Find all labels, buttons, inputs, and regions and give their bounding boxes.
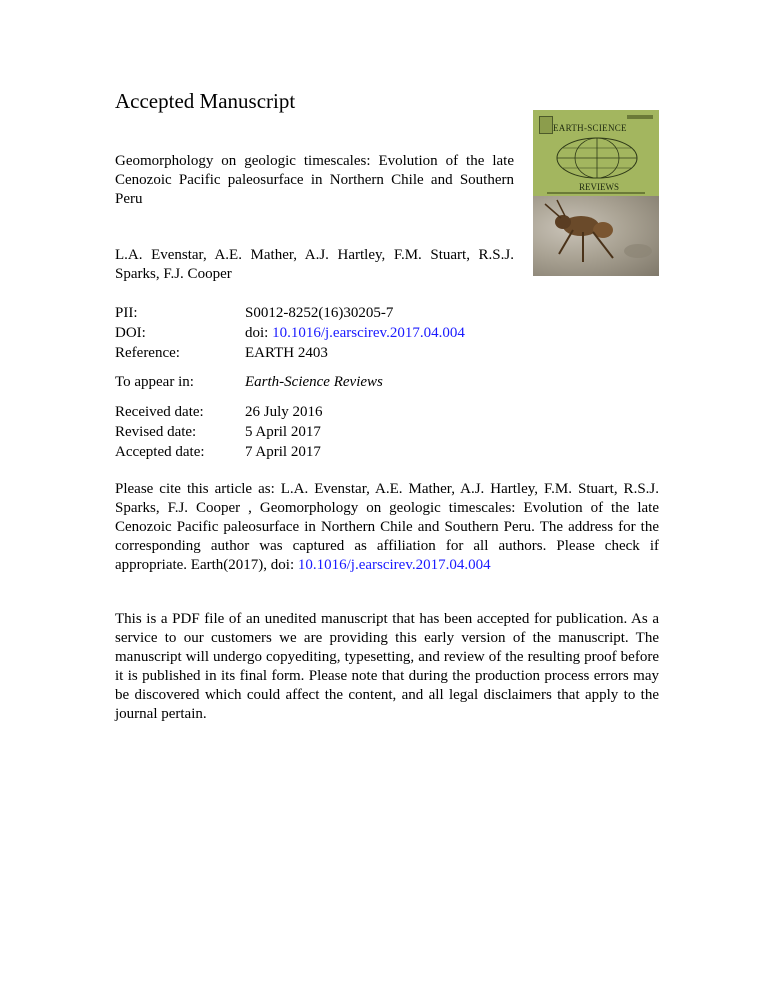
author-list: L.A. Evenstar, A.E. Mather, A.J. Hartley, F.M. Stuart, R.S.J. Sparks, F.J. Cooper: [115, 247, 514, 282]
citation-text: Please cite this article as: L.A. Evenstar, A.E. Mather, A.J. Hartley, F.M. Stuart, R.S.J. Sparks, F.J. Cooper , Geomorphology on geologic timescales: Evolution of the late Cenozoic Pacific paleosurface in Northern Chile and Southern Peru. The address for the corresponding author was captured as affiliation for all authors. Please check if appropriate. Earth(2017), doi:: [115, 481, 659, 573]
citation-doi-link[interactable]: 10.1016/j.earscirev.2017.04.004: [297, 557, 491, 573]
journal-cover-image: [533, 110, 659, 276]
received-date-value: 26 July 2016: [245, 404, 323, 420]
doi-link[interactable]: 10.1016/j.earscirev.2017.04.004: [272, 325, 465, 341]
doi-prefix: doi:: [245, 325, 269, 341]
appear-in-label: To appear in:: [115, 374, 194, 390]
article-title: Geomorphology on geologic timescales: Evolution of the late Cenozoic Pacific paleosurface in Northern Chile and Southern Peru: [115, 153, 514, 207]
reference-value: EARTH 2403: [245, 345, 328, 361]
cover-tagline-mark: [547, 192, 645, 194]
revised-date-value: 5 April 2017: [245, 424, 321, 440]
citation-paragraph: [115, 480, 659, 575]
pii-label: PII:: [115, 305, 138, 321]
globe-icon: [555, 136, 639, 180]
cover-journal-name: EARTH-SCIENCE: [553, 123, 627, 133]
reference-label: Reference:: [115, 345, 180, 361]
cover-issn-mark: [627, 115, 653, 119]
cover-header: [533, 110, 659, 196]
doi-value-line: [245, 324, 465, 343]
doi-label: DOI:: [115, 325, 146, 341]
journal-name: Earth-Science Reviews: [245, 374, 383, 390]
cover-journal-name-2: REVIEWS: [579, 182, 619, 192]
revised-date-label: Revised date:: [115, 424, 197, 440]
ant-on-sand-illustration: [533, 196, 659, 276]
pii-value: S0012-8252(16)30205-7: [245, 305, 394, 321]
accepted-date-value: 7 April 2017: [245, 444, 321, 460]
accepted-date-label: Accepted date:: [115, 444, 205, 460]
manuscript-heading: Accepted Manuscript: [115, 89, 296, 113]
publisher-logo-icon: [539, 116, 553, 134]
disclaimer-paragraph: This is a PDF file of an unedited manuscript that has been accepted for publication. As a service to our customers we are providing this early version of the manuscript. The manuscript will undergo copyediting, typesetting, and review of the resulting proof before it is published in its final form. Please note that during the production process errors may be discovered which could affect the content, and all legal disclaimers that apply to the journal pertain.: [115, 611, 659, 722]
cover-photo: [533, 196, 659, 276]
received-date-label: Received date:: [115, 404, 204, 420]
